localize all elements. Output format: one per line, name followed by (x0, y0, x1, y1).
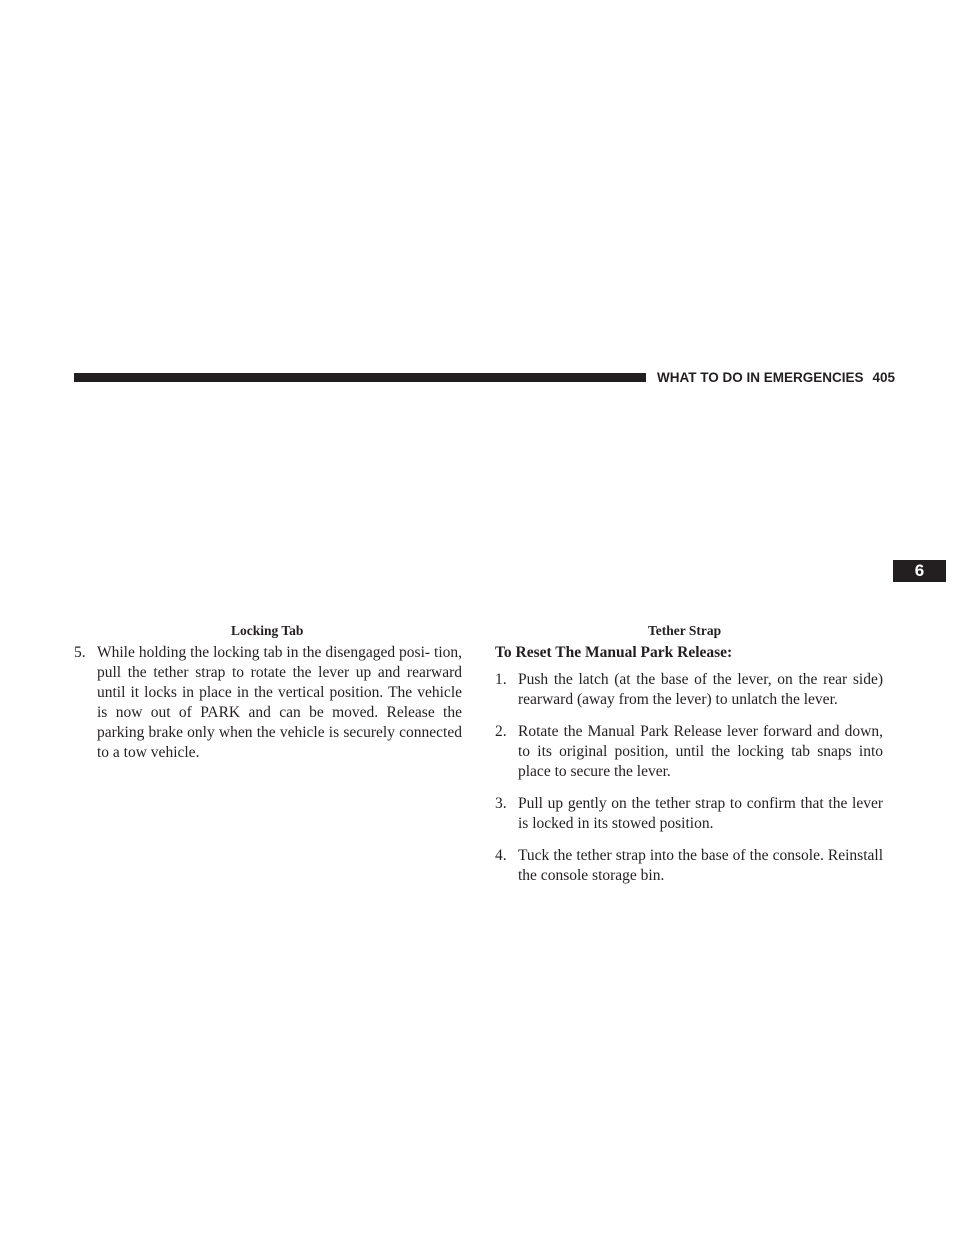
figure-caption-locking-tab: Locking Tab (231, 623, 304, 638)
list-item (495, 722, 883, 782)
step-text: Push the latch (at the base of the lever, on the rear side) rearward (away from the lever) to unlatch the lever. (518, 671, 883, 708)
step-text: Pull up gently on the tether strap to confirm that the lever is locked in its stowed position. (518, 795, 883, 832)
section-title: WHAT TO DO IN EMERGENCIES (657, 370, 864, 385)
running-header (657, 368, 896, 388)
left-column (74, 643, 462, 775)
page-number: 405 (872, 370, 896, 385)
list-item (495, 794, 883, 834)
chapter-tab: 6 (893, 560, 946, 582)
figure-caption-tether-strap: Tether Strap (648, 623, 722, 638)
step-text: While holding the locking tab in the disengaged posi- tion, pull the tether strap to rotate the lever up and rearward until it locks in place in the vertical position. The vehicle is now out of PARK and can be moved. Release the parking brake only when the vehicle is securely connected to a tow vehicle. (97, 644, 462, 761)
step-number: 2. (495, 723, 507, 740)
step-text: Tuck the tether strap into the base of the console. Reinstall the console storage bin. (518, 847, 883, 884)
step-number: 4. (495, 847, 507, 864)
step-number: 5. (74, 644, 86, 661)
list-item (495, 846, 883, 886)
section-heading: To Reset The Manual Park Release: (495, 644, 733, 661)
list-item (495, 670, 883, 710)
step-number: 1. (495, 671, 507, 688)
list-item (74, 643, 462, 763)
right-column (495, 643, 883, 898)
step-number: 3. (495, 795, 507, 812)
header-rule (74, 373, 646, 382)
step-text: Rotate the Manual Park Release lever forward and down, to its original position, until the locking tab snaps into place to secure the lever. (518, 723, 883, 780)
